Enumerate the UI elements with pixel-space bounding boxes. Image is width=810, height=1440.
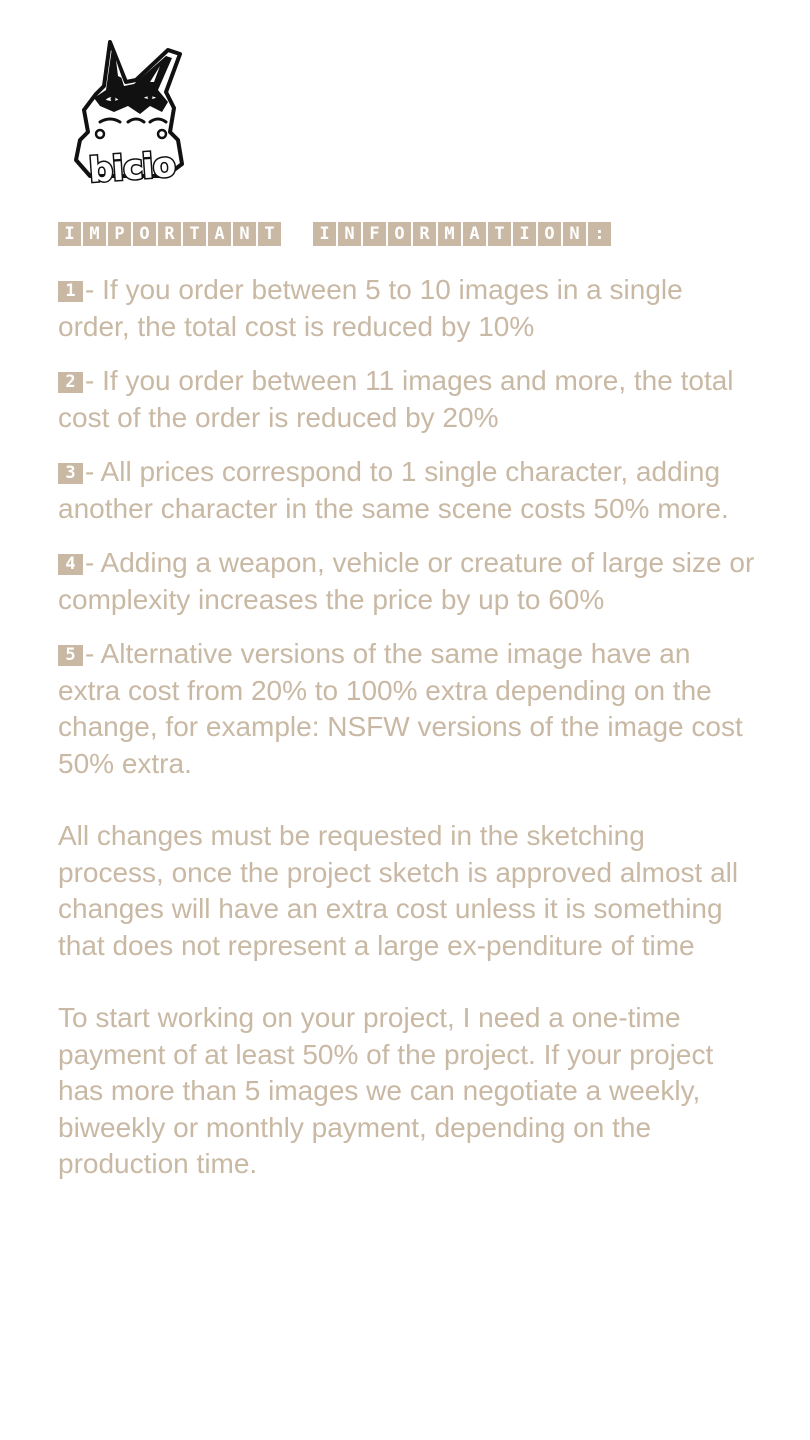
rule-number-badge: 4 — [58, 554, 83, 575]
changes-paragraph: All changes must be requested in the sketching process, once the project sketch is approved almost all changes will have an extra cost unless it is something that does not represent a large ex-penditure of time — [58, 820, 739, 961]
pricing-rule-item — [58, 636, 758, 782]
heading-letter-tile: I — [58, 222, 81, 246]
payment-paragraph: To start working on your project, I need a one-time payment of at least 50% of the project. If your project has more than 5 images we can negotiate a weekly, biweekly or monthly payment, depending on the production time. — [58, 1002, 714, 1179]
rule-number-badge: 2 — [58, 372, 83, 393]
heading-letter-tile: T — [258, 222, 281, 246]
heading-letter-tile: N — [338, 222, 361, 246]
rule-text: - If you order between 5 to 10 images in a single order, the total cost is reduced by 10% — [58, 274, 683, 342]
heading-letter-tile: R — [413, 222, 436, 246]
heading-letter-tile: I — [513, 222, 536, 246]
heading-word — [58, 222, 281, 246]
heading-letter-tile: T — [183, 222, 206, 246]
heading-letter-tile: O — [133, 222, 156, 246]
brand-logo — [70, 36, 194, 191]
heading-letter-tile: : — [588, 222, 611, 246]
heading-letter-tile: F — [363, 222, 386, 246]
heading-letter-tile: I — [313, 222, 336, 246]
heading-letter-tile: R — [158, 222, 181, 246]
pricing-rule-item — [58, 272, 758, 345]
heading-letter-tile: P — [108, 222, 131, 246]
pricing-rule-item — [58, 545, 758, 618]
rule-text: - If you order between 11 images and more, the total cost of the order is reduced by 20% — [58, 365, 734, 433]
rule-number-badge: 1 — [58, 281, 83, 302]
terms-content — [58, 272, 758, 1183]
heading-word — [313, 222, 611, 246]
heading-letter-tile: O — [388, 222, 411, 246]
heading-letter-tile: O — [538, 222, 561, 246]
important-information-heading — [58, 222, 611, 246]
heading-letter-tile: M — [83, 222, 106, 246]
heading-letter-tile: A — [463, 222, 486, 246]
heading-letter-tile: M — [438, 222, 461, 246]
heading-letter-tile: T — [488, 222, 511, 246]
logo-wordmark: bicio — [87, 145, 177, 191]
rule-text: - Adding a weapon, vehicle or creature of large size or complexity increases the price by up to 60% — [58, 547, 755, 615]
rule-number-badge: 3 — [58, 463, 83, 484]
pricing-rule-item — [58, 454, 758, 527]
rule-text: - All prices correspond to 1 single character, adding another character in the same scene costs 50% more. — [58, 456, 729, 524]
rule-text: - Alternative versions of the same image have an extra cost from 20% to 100% extra depending on the change, for example: NSFW versions of the image cost 50% extra. — [58, 638, 743, 779]
heading-letter-tile: A — [208, 222, 231, 246]
heading-letter-tile: N — [233, 222, 256, 246]
heading-letter-tile: N — [563, 222, 586, 246]
rule-number-badge: 5 — [58, 645, 83, 666]
pricing-rule-item — [58, 363, 758, 436]
